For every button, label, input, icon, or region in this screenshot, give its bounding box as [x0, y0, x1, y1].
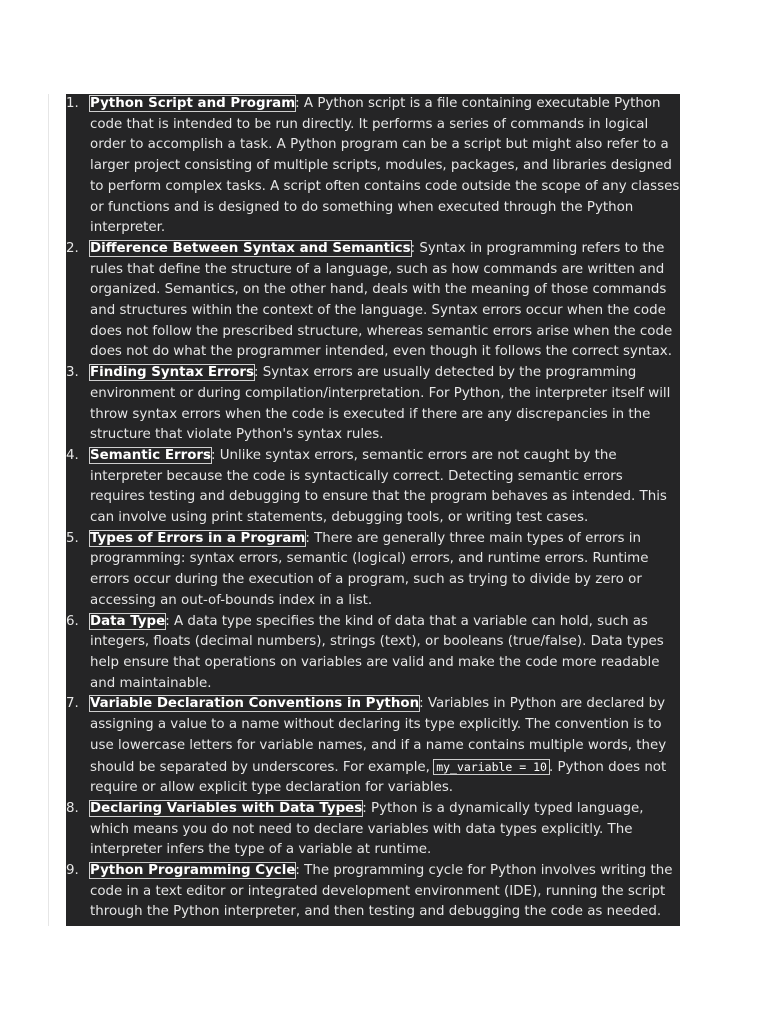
- item-term: Declaring Variables with Data Types: [90, 800, 363, 816]
- item-text: : A data type specifies the kind of data that a variable can hold, such as integers, floats (decimal numbers), strings (text), or booleans (true/false). Data types help ensure that operations on variables are valid and make the code more readable and maintainable.: [90, 613, 664, 691]
- item-term: Data Type: [90, 613, 166, 629]
- list-item: [66, 529, 680, 612]
- item-number: 4.: [66, 447, 79, 463]
- list-item: [66, 363, 680, 446]
- definition-list: [66, 94, 680, 923]
- item-term: Difference Between Syntax and Semantics: [90, 240, 411, 256]
- list-item: [66, 94, 680, 239]
- list-item: [66, 799, 680, 861]
- item-text: : There are generally three main types of errors in programming: syntax errors, semantic (logical) errors, and runtime errors. Runtime errors occur during the execution of a program, such as trying to divide by zero or accessing an out-of-bounds index in a list.: [90, 530, 649, 608]
- item-number: 7.: [66, 696, 79, 712]
- item-number: 3.: [66, 365, 79, 381]
- page-margin-line: [48, 94, 49, 926]
- item-number: 9.: [66, 863, 79, 879]
- item-number: 8.: [66, 800, 79, 816]
- inline-code: my_variable = 10: [436, 759, 547, 774]
- list-item: [66, 612, 680, 695]
- item-number: 1.: [66, 96, 79, 111]
- item-number: 5.: [66, 530, 79, 546]
- item-number: 6.: [66, 613, 79, 629]
- item-term: Semantic Errors: [90, 447, 211, 463]
- item-text: : Syntax in programming refers to the rules that define the structure of a language, such as how commands are written and organized. Semantics, on the other hand, deals with the meaning of those commands and structures within the context of the language. Syntax errors occur when the code does not follow the prescribed structure, whereas semantic errors arise when the code does not do what the programmer intended, even though it follows the correct syntax.: [90, 240, 673, 360]
- item-term: Types of Errors in a Program: [90, 530, 306, 546]
- item-term: Python Script and Program: [90, 96, 296, 111]
- list-item: [66, 446, 680, 529]
- item-text: : The programming cycle for Python involves writing the code in a text editor or integrated development environment (IDE), running the script through the Python interpreter, and then testing and debugging the code as needed.: [90, 863, 673, 920]
- item-text: : A Python script is a file containing executable Python code that is intended to be run directly. It performs a series of commands in logical order to accomplish a task. A Python program can be a script but might also refer to a larger project consisting of multiple scripts, modules, packages, and libraries designed to perform complex tasks. A script often contains code outside the scope of any classes or functions and is designed to do something when executed through the Python interpreter.: [90, 96, 680, 236]
- list-item: [66, 694, 680, 799]
- item-text-after: . Python does not require or allow explicit type declaration for variables.: [90, 759, 667, 796]
- list-item: [66, 861, 680, 923]
- item-term: Python Programming Cycle: [90, 863, 296, 879]
- item-term: Finding Syntax Errors: [90, 365, 254, 381]
- item-text: : Variables in Python are declared by assigning a value to a name without declaring its type explicitly. The convention is to use lowercase letters for variable names, and if a name contains multiple words, they should be separated by underscores. For example,: [90, 696, 667, 775]
- item-term: Variable Declaration Conventions in Python: [90, 696, 420, 712]
- item-text: : Syntax errors are usually detected by the programming environment or during compilation/interpretation. For Python, the interpreter itself will throw syntax errors when the code is executed if there are any discrepancies in the structure that violate Python's syntax rules.: [90, 365, 671, 443]
- item-text: : Python is a dynamically typed language, which means you do not need to declare variables with data types explicitly. The interpreter infers the type of a variable at runtime.: [90, 800, 644, 858]
- item-text: : Unlike syntax errors, semantic errors are not caught by the interpreter because the code is syntactically correct. Detecting semantic errors requires testing and debugging to ensure that the program behaves as intended. This can involve using print statements, debugging tools, or writing test cases.: [90, 447, 667, 526]
- item-number: 2.: [66, 240, 79, 256]
- list-item: [66, 239, 680, 363]
